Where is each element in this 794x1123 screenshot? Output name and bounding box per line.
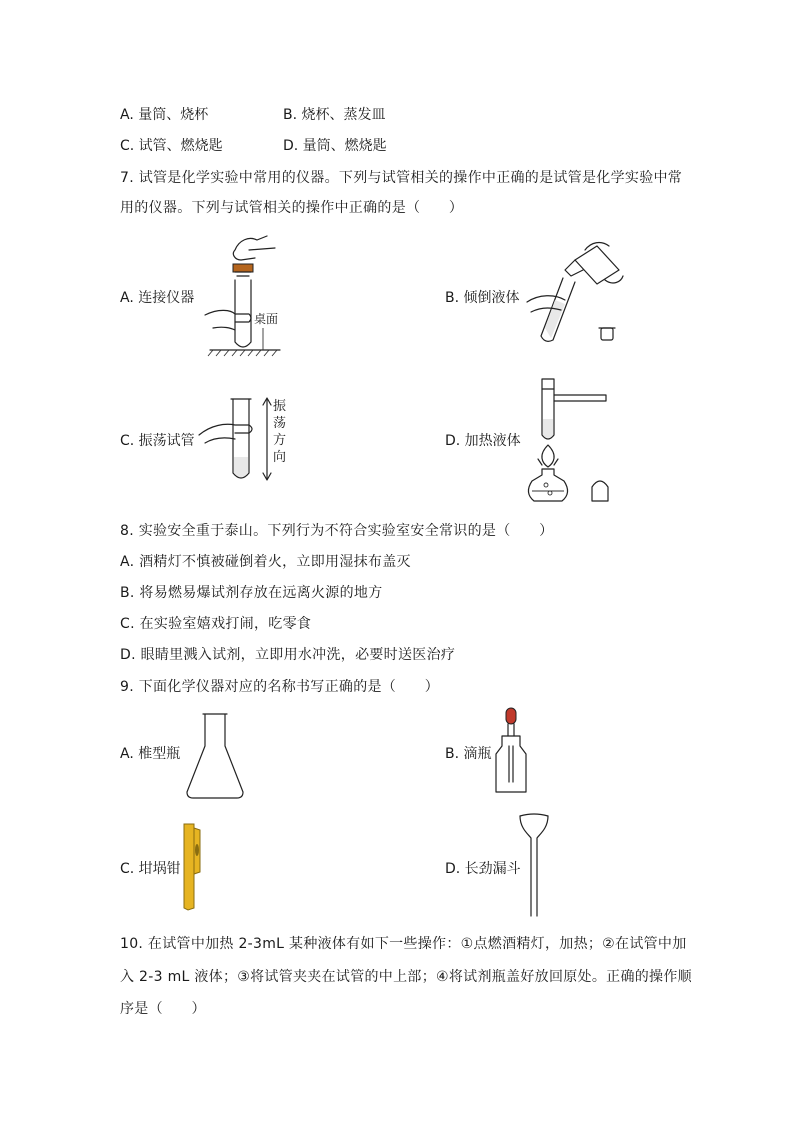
dropper-bottle-image xyxy=(492,706,532,796)
q10-line1: 10. 在试管中加热 2-3mL 某种液体有如下一些操作：①点燃酒精灯，加热；②在试管中加 xyxy=(120,936,687,952)
q7-option-b: B. 倾倒液体 xyxy=(445,290,520,306)
figure-pour-liquid xyxy=(525,240,625,350)
q8-option-a: A. 酒精灯不慎被碰倒着火，立即用湿抹布盖灭 xyxy=(120,554,411,570)
figure-heat-liquid xyxy=(520,375,620,505)
q7-option-a: A. 连接仪器 xyxy=(120,290,195,306)
q9-option-c: C. 坩埚钳 xyxy=(120,861,181,877)
q8-option-d: D. 眼睛里溅入试剂，立即用水冲洗，必要时送医治疗 xyxy=(120,647,456,663)
q8-option-c: C. 在实验室嬉戏打闹，吃零食 xyxy=(120,616,312,632)
q9-stem: 9. 下面化学仪器对应的名称书写正确的是（ ） xyxy=(120,679,440,695)
q9-option-b: B. 滴瓶 xyxy=(445,746,492,762)
q7-option-d: D. 加热液体 xyxy=(445,433,521,449)
shake-label-char: 向 xyxy=(273,450,287,465)
q10-line3: 序是（ ） xyxy=(120,1001,206,1017)
figure-connect-instrument xyxy=(205,230,285,355)
q7-stem-line1: 7. 试管是化学实验中常用的仪器。下列与试管相关的操作中正确的是试管是化学实验中常 xyxy=(120,170,683,186)
crucible-tongs-image xyxy=(178,822,208,914)
q6-option-d: D. 量筒、燃烧匙 xyxy=(283,138,387,154)
shake-label-char: 荡 xyxy=(273,416,287,431)
conical-flask-image xyxy=(185,712,245,802)
q6-option-c: C. 试管、燃烧匙 xyxy=(120,138,223,154)
shake-label-char: 方 xyxy=(273,433,287,448)
q9-option-a: A. 椎型瓶 xyxy=(120,746,181,762)
figure-shake-tube xyxy=(195,395,285,485)
long-neck-funnel-image xyxy=(514,812,554,922)
q6-option-a: A. 量筒、烧杯 xyxy=(120,107,209,123)
q9-option-d: D. 长劲漏斗 xyxy=(445,861,521,877)
desk-label: 桌面 xyxy=(254,312,279,326)
shake-label-char: 振 xyxy=(273,399,287,414)
q10-line2: 入 2-3 mL 液体；③将试管夹夹在试管的中上部；④将试剂瓶盖好放回原处。正确的操作顺 xyxy=(120,969,692,985)
shake-direction-label xyxy=(273,398,289,466)
q6-option-b: B. 烧杯、蒸发皿 xyxy=(283,107,386,123)
q7-stem-line2: 用的仪器。下列与试管相关的操作中正确的是（ ） xyxy=(120,200,464,216)
q8-stem: 8. 实验安全重于泰山。下列行为不符合实验室安全常识的是（ ） xyxy=(120,523,554,539)
q8-option-b: B. 将易燃易爆试剂存放在远离火源的地方 xyxy=(120,585,383,601)
q7-option-c: C. 振荡试管 xyxy=(120,433,195,449)
